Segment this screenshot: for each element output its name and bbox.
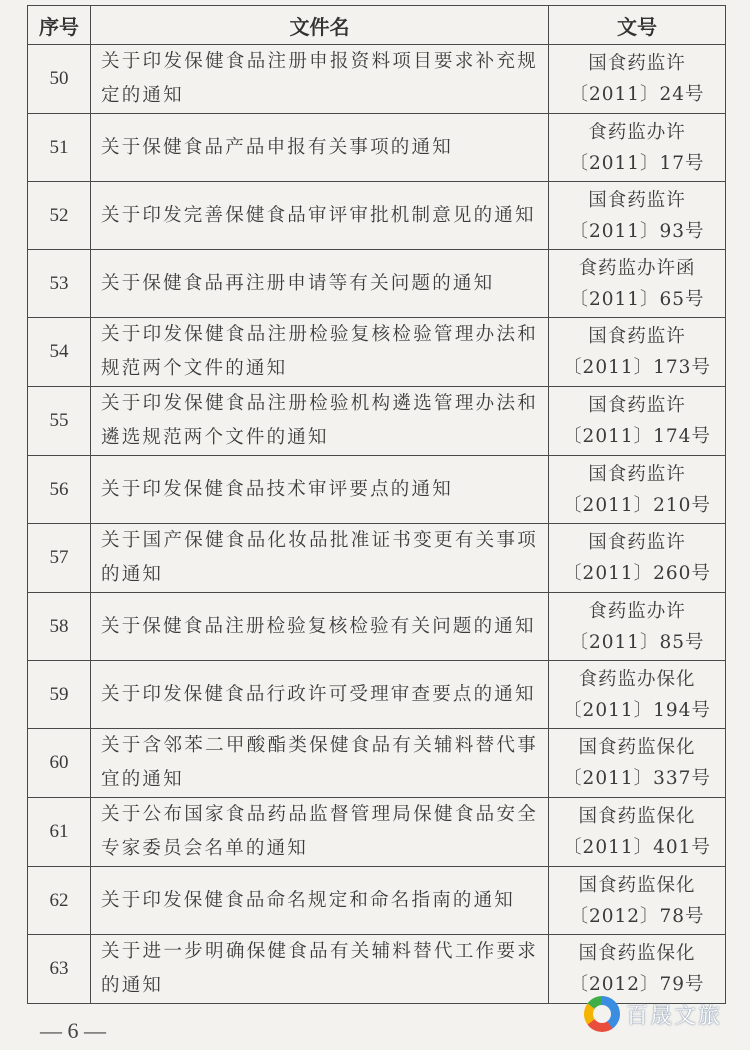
table-row bbox=[28, 456, 726, 524]
row-number: 60 bbox=[28, 729, 91, 798]
document-number bbox=[549, 456, 726, 524]
row-number: 56 bbox=[28, 456, 91, 524]
document-serial: 〔2012〕79号 bbox=[569, 974, 705, 995]
table-row bbox=[28, 318, 726, 387]
document-serial: 〔2011〕24号 bbox=[569, 84, 705, 105]
document-title: 关于保健食品再注册申请等有关问题的通知 bbox=[91, 250, 549, 318]
document-issuer: 国食药监保化 bbox=[578, 874, 696, 896]
document-title: 关于国产保健食品化妆品批准证书变更有关事项的通知 bbox=[91, 524, 549, 593]
header-name: 文件名 bbox=[91, 6, 549, 45]
document-serial: 〔2011〕93号 bbox=[569, 220, 705, 242]
document-number bbox=[549, 593, 726, 661]
document-issuer: 国食药监许 bbox=[588, 189, 686, 211]
document-serial: 〔2011〕85号 bbox=[569, 631, 705, 653]
row-number: 52 bbox=[28, 182, 91, 250]
document-issuer: 国食药监许 bbox=[588, 532, 686, 553]
document-number bbox=[549, 45, 726, 114]
document-serial: 〔2012〕78号 bbox=[569, 905, 705, 927]
document-serial: 〔2011〕210号 bbox=[563, 494, 711, 516]
document-issuer: 食药监办保化 bbox=[578, 668, 696, 690]
document-number bbox=[549, 524, 726, 593]
document-title: 关于保健食品产品申报有关事项的通知 bbox=[91, 114, 549, 182]
document-serial: 〔2011〕194号 bbox=[563, 699, 711, 721]
document-serial: 〔2011〕401号 bbox=[563, 837, 711, 858]
document-title: 关于印发保健食品技术审评要点的通知 bbox=[91, 456, 549, 524]
document-issuer: 国食药监保化 bbox=[578, 737, 696, 758]
document-title: 关于进一步明确保健食品有关辅料替代工作要求的通知 bbox=[91, 935, 549, 1004]
document-number bbox=[549, 729, 726, 798]
document-title: 关于公布国家食品药品监督管理局保健食品安全专家委员会名单的通知 bbox=[91, 798, 549, 867]
document-number bbox=[549, 798, 726, 867]
document-number bbox=[549, 661, 726, 729]
watermark-text: 百晟文旅 bbox=[626, 1003, 723, 1029]
page-number: — 6 — bbox=[40, 1018, 106, 1043]
document-serial: 〔2011〕65号 bbox=[569, 288, 705, 310]
header-no: 序号 bbox=[28, 6, 91, 45]
table-row bbox=[28, 45, 726, 114]
regulation-table bbox=[27, 5, 726, 1004]
table-row bbox=[28, 867, 726, 935]
row-number: 53 bbox=[28, 250, 91, 318]
table-row bbox=[28, 798, 726, 867]
document-title: 关于印发保健食品注册检验机构遴选管理办法和遴选规范两个文件的通知 bbox=[91, 387, 549, 456]
document-issuer: 食药监办许函 bbox=[578, 257, 696, 279]
table-row bbox=[28, 387, 726, 456]
document-title: 关于含邻苯二甲酸酯类保健食品有关辅料替代事宜的通知 bbox=[91, 729, 549, 798]
document-issuer: 国食药监保化 bbox=[578, 806, 696, 827]
document-title: 关于保健食品注册检验复核检验有关问题的通知 bbox=[91, 593, 549, 661]
document-issuer: 食药监办许 bbox=[588, 121, 686, 143]
document-serial: 〔2011〕17号 bbox=[569, 152, 705, 174]
row-number: 51 bbox=[28, 114, 91, 182]
table-row bbox=[28, 593, 726, 661]
document-issuer: 食药监办许 bbox=[588, 600, 686, 622]
header-doc: 文号 bbox=[549, 6, 726, 45]
document-issuer: 国食药监许 bbox=[588, 53, 686, 74]
table-row bbox=[28, 182, 726, 250]
document-issuer: 国食药监许 bbox=[588, 395, 686, 416]
row-number: 58 bbox=[28, 593, 91, 661]
document-title: 关于印发保健食品命名规定和命名指南的通知 bbox=[91, 867, 549, 935]
row-number: 62 bbox=[28, 867, 91, 935]
row-number: 57 bbox=[28, 524, 91, 593]
document-title: 关于印发完善保健食品审评审批机制意见的通知 bbox=[91, 182, 549, 250]
table-header-row bbox=[28, 6, 726, 45]
row-number: 54 bbox=[28, 318, 91, 387]
row-number: 55 bbox=[28, 387, 91, 456]
document-number bbox=[549, 114, 726, 182]
table-row bbox=[28, 524, 726, 593]
document-number bbox=[549, 250, 726, 318]
row-number: 50 bbox=[28, 45, 91, 114]
document-issuer: 国食药监许 bbox=[588, 326, 686, 347]
table-row bbox=[28, 661, 726, 729]
row-number: 61 bbox=[28, 798, 91, 867]
table-row bbox=[28, 250, 726, 318]
document-serial: 〔2011〕337号 bbox=[563, 768, 711, 789]
document-number bbox=[549, 182, 726, 250]
document-title: 关于印发保健食品行政许可受理审查要点的通知 bbox=[91, 661, 549, 729]
document-title: 关于印发保健食品注册检验复核检验管理办法和规范两个文件的通知 bbox=[91, 318, 549, 387]
table-row bbox=[28, 729, 726, 798]
watermark-logo-icon bbox=[584, 996, 620, 1032]
document-serial: 〔2011〕173号 bbox=[563, 357, 711, 378]
table-row bbox=[28, 114, 726, 182]
document-title: 关于印发保健食品注册申报资料项目要求补充规定的通知 bbox=[91, 45, 549, 114]
document-serial: 〔2011〕260号 bbox=[563, 563, 711, 584]
document-issuer: 国食药监保化 bbox=[578, 943, 696, 964]
document-number bbox=[549, 318, 726, 387]
document-number bbox=[549, 387, 726, 456]
row-number: 63 bbox=[28, 935, 91, 1004]
document-number bbox=[549, 867, 726, 935]
document-issuer: 国食药监许 bbox=[588, 463, 686, 485]
document-serial: 〔2011〕174号 bbox=[563, 426, 711, 447]
watermark bbox=[584, 990, 744, 1038]
row-number: 59 bbox=[28, 661, 91, 729]
